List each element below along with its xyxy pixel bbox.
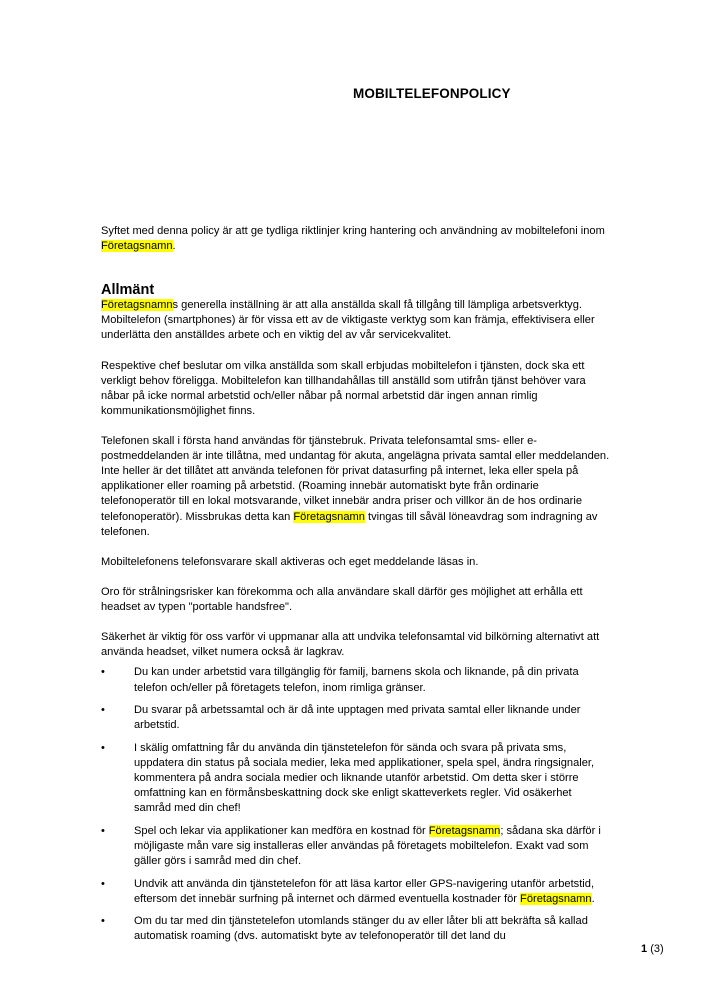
- document-title: MOBILTELEFONPOLICY: [353, 86, 511, 101]
- bullet-icon: •: [101, 824, 105, 837]
- company-name-placeholder: Företagsnamn: [293, 510, 365, 523]
- list-item: • Om du tar med din tjänstetelefon utomlands stänger du av eller låter bli att bekräfta så kallad automatisk roaming (dvs. automatiskt byte av telefonoperatör till det land du: [101, 915, 588, 943]
- bullet-icon: •: [101, 741, 105, 754]
- bullet-icon: •: [101, 704, 105, 717]
- bullet-icon: •: [101, 915, 105, 928]
- intro-paragraph: Syftet med denna policy är att ge tydliga riktlinjer kring hantering och användning av mobiltelefoni inom Företagsnamn.: [101, 225, 605, 253]
- paragraph-6: Säkerhet är viktig för oss varför vi uppmanar alla att undvika telefonsamtal vid bilkörning alternativt att använda headset, vilket numera också är lagkrav.: [101, 631, 600, 659]
- list-item: • Spel och lekar via applikationer kan medföra en kostnad för Företagsnamn; sådana ska därför i möjligaste mån vare sig installeras eller användas på företagets mobiltelefon. Exakt vad som gäller görs i samråd med din chef.: [101, 824, 601, 867]
- list-item: • Du svarar på arbetssamtal och är då inte upptagen med privata samtal eller liknande under arbetstid.: [101, 704, 581, 732]
- paragraph-2: Respektive chef beslutar om vilka anställda som skall erbjudas mobiltelefon i tjänsten, dock ska ett verkligt behov föreligga. Mobiltelefon kan tillhandahållas till anställd som utifrån tjänst behöver vara nåbar på icke normal arbetstid och/eller nåbar på normal arbetstid där ingen annan rimlig kommunikationsmöjlighet finns.: [101, 359, 586, 417]
- company-name-placeholder: Företagsnamn: [101, 299, 173, 312]
- paragraph-5: Oro för strålningsrisker kan förekomma och alla användare skall därför ges möjlighet att erhålla ett headset av typen "portable handsfree".: [101, 585, 583, 614]
- list-item: • Du kan under arbetstid vara tillgänglig för familj, barnens skola och liknande, på din privata telefon och/eller på företagets telefon, inom rimliga gränser.: [101, 666, 579, 694]
- document-body: [101, 224, 611, 952]
- list-item: • I skälig omfattning får du använda din tjänstetelefon för sända och svara på privata sms, uppdatera din status på sociala medier, leka med applikationer, spela spel, ändra ringsignaler, kommentera på andra sociala medier och liknande utanför arbetstid. Om detta sker i större omfattning kan en förmånsbeskattning dock ske enligt skatteverkets regler. Vid osäkerhet samråd med din chef!: [101, 741, 595, 815]
- paragraph-1: Företagsnamns generella inställning är att alla anställda skall få tillgång till lämpliga arbetsverktyg. Mobiltelefon (smartphones) är för vissa ett av de viktigaste verktyg som kan främja, effektivisera eller underlätta den anställdes arbete och en viktig del av vår servicekvalitet.: [101, 299, 595, 342]
- company-name-placeholder: Företagsnamn: [101, 240, 173, 253]
- company-name-placeholder: Företagsnamn: [520, 892, 592, 905]
- bullet-icon: •: [101, 666, 105, 679]
- company-name-placeholder: Företagsnamn: [428, 824, 501, 837]
- section-heading-allmant: Allmänt: [101, 282, 155, 299]
- bullet-list: [101, 665, 611, 944]
- paragraph-4: Mobiltelefonens telefonsvarare skall aktiveras och eget meddelande läsas in.: [101, 555, 479, 568]
- paragraph-3: Telefonen skall i första hand användas för tjänstebruk. Privata telefonsamtal sms- eller e-postmeddelanden är inte tillåtna, med undantag för akuta, angelägna privata samtal eller meddelanden. Inte heller är det tillåtet att använda telefonen för privat datasurfing på internet, leka eller spela på applikationer eller roaming på arbetstid. (Roaming innebär automatiskt byte från ordinarie telefonoperatör till en lokal motsvarande, vilket innebär andra priser och villkor än de hos ordinarie telefonoperatör). Missbrukas detta kan Företagsnamn tvingas till såväl löneavdrag som indragning av telefonen.: [101, 435, 610, 538]
- page-number: 1 (3): [641, 943, 664, 955]
- list-item: • Undvik att använda din tjänstetelefon för att läsa kartor eller GPS-navigering utanför arbetstid, eftersom det innebär surfning på internet och därmed eventuella kostnader för Företagsnamn.: [101, 877, 595, 905]
- bullet-icon: •: [101, 877, 105, 890]
